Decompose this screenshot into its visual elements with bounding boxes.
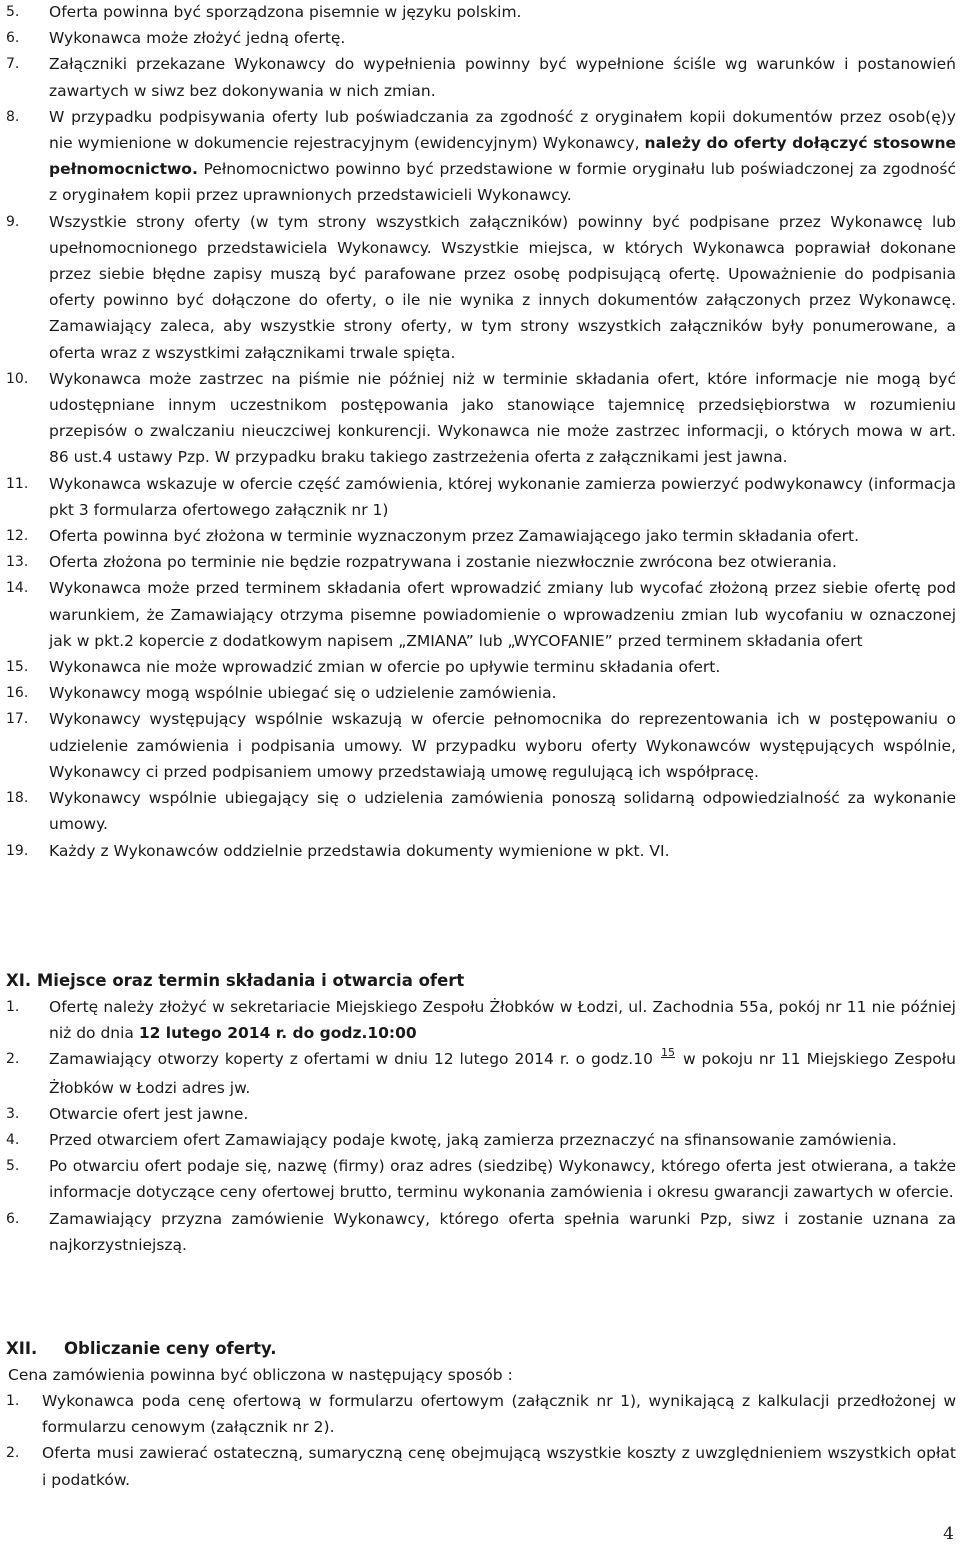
item-number: 2.	[6, 1051, 20, 1068]
item-number: 17.	[6, 711, 29, 728]
item-text: Wykonawca wskazuje w ofercie część zamówienia, której wykonanie zamierza powierzyć podwykonawcy (informacja pkt 3 formularza ofertowego załącznik nr 1)	[49, 474, 956, 519]
item-text: Załączniki przekazane Wykonawcy do wypełnienia powinny być wypełnione ściśle wg warunków i postanowień zawartych w siwz bez dokonywania w nich zmian.	[49, 55, 956, 100]
item-text-bold: należy do oferty dołączyć stosowne pełnomocnictwo.	[49, 134, 956, 179]
item-text: Otwarcie ofert jest jawne.	[49, 1104, 249, 1123]
item-number: 5.	[6, 4, 20, 20]
item-number: 1.	[6, 1393, 20, 1409]
list-item	[0, 1206, 960, 1258]
item-text-bold: 12 lutego 2014 r. do godz.10:00	[138, 1024, 417, 1043]
list-item	[0, 654, 960, 680]
item-text: Oferta powinna być złożona w terminie wyznaczonym przez Zamawiającego jako termin składania ofert.	[49, 527, 860, 546]
section-number: XII.	[6, 1339, 38, 1358]
item-number: 9.	[6, 213, 20, 230]
section-heading: XI. Miejsce oraz termin składania i otwarcia ofert	[6, 971, 465, 990]
list-item	[0, 366, 960, 471]
item-text: Po otwarciu ofert podaje się, nazwę (firmy) oraz adres (siedzibę) Wykonawcy, którego oferta jest otwierana, a także informacje dotyczące ceny ofertowej brutto, terminu wykonania zamówienia i okresu gwarancji zawartych w ofercie.	[49, 1157, 956, 1202]
list-item	[0, 0, 960, 25]
list-item	[0, 549, 960, 575]
item-number: 8.	[6, 108, 20, 125]
item-number: 16.	[6, 685, 29, 702]
item-text-before: Zamawiający otworzy koperty z ofertami w dniu 12 lutego 2014 r. o godz.10	[49, 1050, 653, 1069]
item-text: Wykonawca nie może wprowadzić zmian w ofercie po upływie terminu składania ofert.	[49, 658, 721, 677]
list-item	[0, 575, 960, 654]
item-text-before: Ofertę należy złożyć w sekretariacie Miejskiego Zespołu Żłobków w Łodzi, ul. Zachodnia 55a, pokój nr 11 nie później niż do dnia	[49, 998, 956, 1043]
list-item	[0, 1127, 960, 1153]
list-item	[0, 1101, 960, 1127]
item-text: Wykonawcy wspólnie ubiegający się o udzielenia zamówienia ponoszą solidarną odpowiedzialność za wykonanie umowy.	[49, 789, 956, 834]
item-number: 13.	[6, 554, 29, 571]
item-number: 6.	[6, 30, 20, 47]
item-number: 11.	[6, 475, 29, 492]
item-text: Każdy z Wykonawców oddzielnie przedstawia dokumenty wymienione w pkt. VI.	[49, 841, 670, 860]
list-item	[0, 1440, 960, 1492]
list-item	[0, 471, 960, 523]
item-number: 14.	[6, 580, 29, 597]
item-text-after: w pokoju nr 11 Miejskiego Zespołu Żłobków w Łodzi adres jw.	[49, 1050, 956, 1097]
item-text: Wykonawcy mogą wspólnie ubiegać się o udzielenie zamówienia.	[49, 684, 557, 703]
section-xi	[0, 968, 960, 1258]
section-heading	[0, 1336, 960, 1362]
section-title: Obliczanie ceny oferty.	[64, 1339, 277, 1358]
item-number: 6.	[6, 1210, 20, 1227]
list-item	[0, 523, 960, 549]
item-number: 15.	[6, 659, 29, 676]
item-number: 2.	[6, 1445, 20, 1462]
list-item	[0, 51, 960, 103]
list-item	[0, 680, 960, 706]
list-item	[0, 994, 960, 1046]
item-text: Oferta złożona po terminie nie będzie rozpatrywana i zostanie niezwłocznie zwrócona bez otwierania.	[49, 553, 837, 572]
list-item	[0, 1153, 960, 1205]
list-item	[0, 25, 960, 51]
item-number: 4.	[6, 1132, 20, 1149]
item-number: 7.	[6, 56, 20, 73]
page-number: 4	[943, 1524, 954, 1544]
list-item	[0, 706, 960, 785]
list-item	[0, 209, 960, 366]
item-number: 12.	[6, 528, 29, 545]
section-intro: Cena zamówienia powinna być obliczona w następujący sposób :	[8, 1366, 513, 1384]
time-superscript: 15	[660, 1046, 675, 1060]
item-text: Wykonawcy występujący wspólnie wskazują w ofercie pełnomocnika do reprezentowania ich w postępowaniu o udzielenie zamówienia i podpisania umowy. W przypadku wyboru oferty Wykonawców występujących wspólnie, Wykonawcy ci przed podpisaniem umowy przedstawiają umowę regulującą ich współpracę.	[49, 710, 956, 781]
item-text-before: W przypadku podpisywania oferty lub poświadczania za zgodność z oryginałem kopii dokumentów przez osob(ę)y nie wymienione w dokumencie rejestracyjnym (ewidencyjnym) Wykonawcy,	[49, 107, 956, 153]
list-item	[0, 785, 960, 837]
section-xii	[0, 1336, 960, 1493]
list-item	[0, 1046, 960, 1100]
list-item	[0, 104, 960, 209]
item-text: Przed otwarciem ofert Zamawiający podaje kwotę, jaką zamierza przeznaczyć na sfinansowanie zamówienia.	[49, 1131, 897, 1150]
item-number: 18.	[6, 790, 29, 807]
list-item	[0, 838, 960, 864]
item-text-after: Pełnomocnictwo powinno być przedstawione w formie oryginału lub poświadczonej za zgodność z oryginałem kopii przez uprawnionych przedstawicieli Wykonawcy.	[49, 160, 956, 205]
item-text: Wykonawca może przed terminem składania ofert wprowadzić zmiany lub wycofać złożoną przez siebie ofertę pod warunkiem, że Zamawiający otrzyma pisemne powiadomienie o wprowadzeniu zmian lub wycofaniu w oznaczonej jak w pkt.2 kopercie z dodatkowym napisem „ZMIANA” lub „WYCOFANIE” przed terminem składania ofert	[49, 579, 956, 650]
item-number: 5.	[6, 1158, 20, 1175]
item-text: Wykonawca może zastrzec na piśmie nie później niż w terminie składania ofert, które informacje nie mogą być udostępniane innym uczestnikom postępowania jako stanowiące tajemnicę przedsiębiorstwa w rozumieniu przepisów o zwalczaniu nieuczciwej konkurencji. Wykonawca nie może zastrzec informacji, o których mowa w art. 86 ust.4 ustawy Pzp. W przypadku braku takiego zastrzeżenia oferta z załącznikami jest jawna.	[49, 369, 956, 467]
item-number: 19.	[6, 842, 29, 859]
item-text: Wszystkie strony oferty (w tym strony wszystkich załączników) powinny być podpisane przez Wykonawcę lub upełnomocnionego przedstawiciela Wykonawcy. Wszystkie miejsca, w których Wykonawca poprawiał dokonane przez siebie błędne zapisy muszą być parafowane przez osobę podpisującą ofertę. Upoważnienie do podpisania oferty powinno być dołączone do oferty, o ile nie wynika z innych dokumentów załączonych przez Wykonawcę. Zamawiający zaleca, aby wszystkie strony oferty, w tym strony wszystkich załączników były ponumerowane, a oferta wraz z wszystkimi załącznikami trwale spięta.	[49, 212, 956, 362]
item-text: Wykonawca może złożyć jedną ofertę.	[49, 29, 346, 48]
item-text: Wykonawca poda cenę ofertową w formularzu ofertowym (załącznik nr 1), wynikającą z kalkulacji przedłożonej w formularzu cenowym (załącznik nr 2).	[42, 1392, 956, 1437]
item-text: Oferta musi zawierać ostateczną, sumaryczną cenę obejmującą wszystkie koszty z uwzględnieniem wszystkich opłat i podatków.	[42, 1444, 956, 1489]
item-number: 1.	[6, 999, 20, 1015]
item-text: Zamawiający przyzna zamówienie Wykonawcy, którego oferta spełnia warunki Pzp, siwz i zostanie uznana za najkorzystniejszą.	[49, 1209, 956, 1254]
list-item	[0, 1388, 960, 1440]
item-text: Oferta powinna być sporządzona pisemnie w języku polskim.	[49, 3, 522, 21]
item-number: 3.	[6, 1105, 20, 1122]
item-number: 10.	[6, 370, 29, 387]
